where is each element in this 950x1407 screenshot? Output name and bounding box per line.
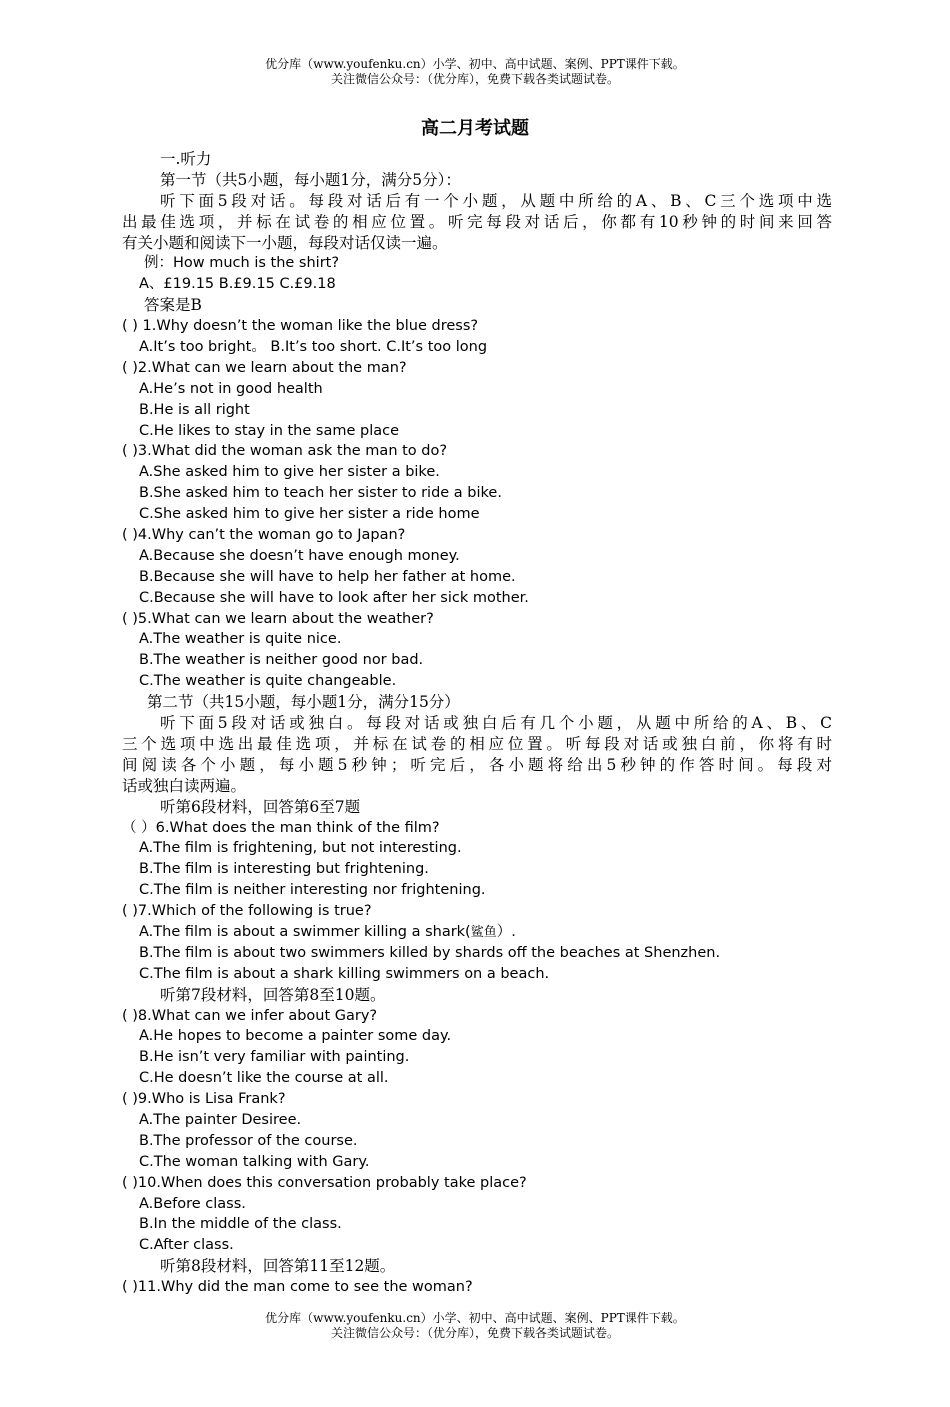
option-c: C.Because she will have to look after her sick mother. [139,589,529,606]
page-title: 高二月考试题 [421,118,529,139]
option-c: C.After class. [139,1237,234,1254]
part2-instruction-line: 间阅读各个小题，每小题5秒钟；听完后，各小题将给出5秒钟的作答时间。每段对 [122,755,832,774]
option-a: A.She asked him to give her sister a bike. [139,464,440,481]
page-footer [0,1311,950,1341]
option-a-text: A.The film is about a swimmer killing a shark( [139,923,471,940]
option-c: C.The weather is quite changeable. [139,673,397,690]
option-a: A.The painter Desiree. [139,1111,302,1128]
option-a: A.The weather is quite nice. [139,631,342,648]
option-b: B.He is all right [139,401,250,418]
question-3: ( )3.What did the woman ask the man to do? [122,443,448,460]
question-1-options: A.It’s too bright。 B.It’s too short. C.It’s too long [139,339,488,356]
part2-heading: 第二节（共15小题，每小题1分，满分15分） [147,693,460,712]
option-c: C.The film is neither interesting nor frightening. [139,882,486,899]
material-7-heading: 听第7段材料，回答第8至10题。 [160,985,386,1004]
question-2: ( )2.What can we learn about the man? [122,359,407,376]
option-a-tail: ）. [496,923,516,940]
option-a: A.He’s not in good health [139,380,323,397]
header-line-1: 优分库（www.youfenku.cn）小学、初中、高中试题、案例、PPT课件下载。 [265,57,685,71]
example-answer: 答案是B [144,296,202,315]
question-8: ( )8.What can we infer about Gary? [122,1007,378,1024]
part1-heading: 第一节（共5小题，每小题1分，满分5分）： [160,170,461,189]
footer-line-2: 关注微信公众号：（优分库），免费下载各类试题试卷。 [330,1326,619,1340]
option-c: C.The woman talking with Gary. [139,1153,370,1170]
example-options: A、£19.15 B.£9.15 C.£9.18 [139,276,336,293]
option-a: A.Because she doesn’t have enough money. [139,547,460,564]
option-b: B.The weather is neither good nor bad. [139,652,424,669]
option-b: B.She asked him to teach her sister to ride a bike. [139,485,502,502]
question-5: ( )5.What can we learn about the weather? [122,610,434,627]
part2-instruction-line: 三个选项中选出最佳选项，并标在试卷的相应位置。听每段对话或独白前，你将有时 [122,734,832,753]
part2-instruction-line: 听下面5段对话或独白。每段对话或独白后有几个小题，从题中所给的A、B、C [160,714,832,733]
option-b: B.He isn’t very familiar with painting. [139,1049,410,1066]
option-a: A.Before class. [139,1195,246,1212]
question-9: ( )9.Who is Lisa Frank? [122,1091,286,1108]
option-a-chinese: 鲨鱼 [470,924,497,940]
material-6-heading: 听第6段材料，回答第6至7题 [160,797,361,816]
question-11: ( )11.Why did the man come to see the woman? [122,1279,473,1296]
option-c: C.She asked him to give her sister a ride home [139,506,480,523]
part2-instruction-line: 话或独白读两遍。 [122,776,247,795]
material-8-heading: 听第8段材料，回答第11至12题。 [160,1257,396,1276]
option-b: B.The film is about two swimmers killed by shards off the beaches at Shenzhen. [139,944,721,961]
header-line-2: 关注微信公众号：（优分库），免费下载各类试题试卷。 [330,72,619,86]
question-7: ( )7.Which of the following is true? [122,903,372,920]
option-c: C.He doesn’t like the course at all. [139,1070,389,1087]
option-c: C.The film is about a shark killing swimmers on a beach. [139,965,550,982]
question-10: ( )10.When does this conversation probably take place? [122,1174,527,1191]
option-a [122,922,832,943]
option-a: A.The film is frightening, but not interesting. [139,840,462,857]
option-b: B.The professor of the course. [139,1132,358,1149]
question-6: （ ）6.What does the man think of the film? [122,819,440,836]
example-question: 例：How much is the shirt? [144,255,340,272]
option-c: C.He likes to stay in the same place [139,422,400,439]
exam-body [122,149,832,1298]
part1-instruction-line: 听下面5段对话。每段对话后有一个小题，从题中所给的A、B、C三个选项中选 [160,191,832,210]
part1-instruction-line: 有关小题和阅读下一小题，每段对话仅读一遍。 [122,233,448,252]
footer-line-1: 优分库（www.youfenku.cn）小学、初中、高中试题、案例、PPT课件下载。 [265,1311,685,1325]
page-header [0,57,950,87]
option-b: B.Because she will have to help her father at home. [139,568,516,585]
option-b: B.The film is interesting but frightening. [139,861,429,878]
option-b: B.In the middle of the class. [139,1216,342,1233]
section-heading: 一.听力 [160,150,212,168]
part1-instruction-line: 出最佳选项，并标在试卷的相应位置。听完每段对话后，你都有10秒钟的时间来回答 [122,212,832,231]
option-a: A.He hopes to become a painter some day. [139,1028,452,1045]
question-4: ( )4.Why can’t the woman go to Japan? [122,527,406,544]
question-1: ( ) 1.Why doesn’t the woman like the blue dress? [122,318,479,335]
